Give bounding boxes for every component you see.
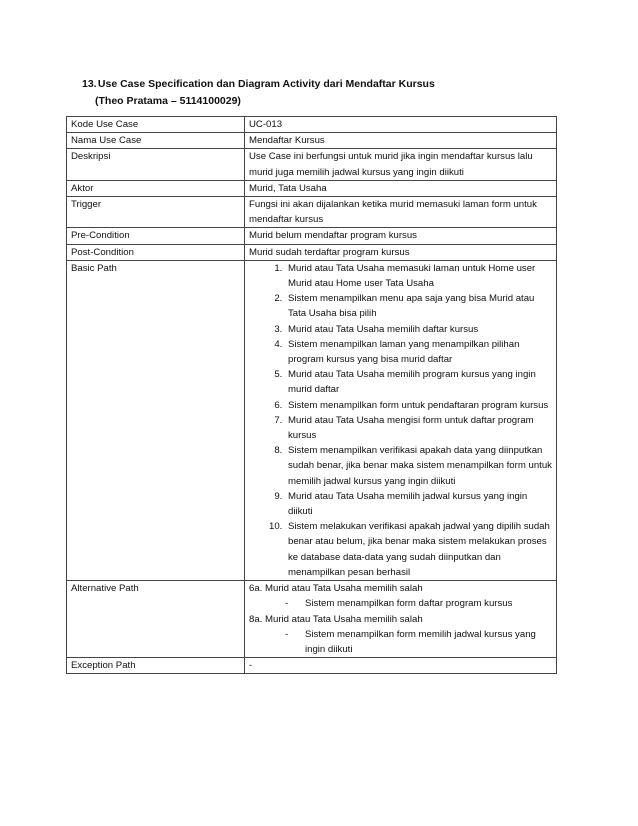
dash-marker: - (285, 628, 289, 640)
row-label: Alternative Path (67, 581, 245, 658)
section-heading (82, 76, 435, 110)
row-label: Pre-Condition (67, 228, 245, 244)
row-label: Trigger (67, 197, 245, 228)
list-item: 1. Murid atau Tata Usaha memasuki laman untuk Home user Murid atau Home user Tata Usaha (285, 261, 552, 291)
alt-item-heading: 6a. Murid atau Tata Usaha memilih salah (249, 583, 423, 595)
list-item: 10. Sistem melakukan verifikasi apakah jadwal yang dipilih sudah benar atau belum, jika benar maka sistem melakukan proses ke database data-data yang sudah diinputkan dan menampilkan pesan berhasil (285, 519, 552, 580)
row-value: Use Case ini berfungsi untuk murid jika ingin mendaftar kursus lalu murid juga memilih jadwal kursus yang ingin diikuti (245, 149, 557, 180)
row-label: Basic Path (67, 260, 245, 580)
table-row (67, 180, 557, 196)
list-item: 4. Sistem menampilkan laman yang menampilkan pilihan program kursus yang bisa murid daftar (285, 337, 552, 367)
basic-path-cell (245, 260, 557, 580)
row-value: Fungsi ini akan dijalankan ketika murid memasuki laman form untuk mendaftar kursus (245, 197, 557, 228)
table-row (67, 260, 557, 580)
section-author: (Theo Pratama – 5114100029) (95, 95, 241, 107)
table-row (67, 197, 557, 228)
table-row (67, 244, 557, 260)
row-label: Deskripsi (67, 149, 245, 180)
table-row (67, 658, 557, 674)
table-row (67, 228, 557, 244)
list-item: 3. Murid atau Tata Usaha memilih daftar kursus (285, 322, 552, 337)
row-label: Exception Path (67, 658, 245, 674)
section-number: 13. (82, 78, 97, 90)
alt-item-heading: 8a. Murid atau Tata Usaha memilih salah (249, 613, 423, 625)
section-title: Use Case Specification dan Diagram Activity dari Mendaftar Kursus (97, 78, 435, 90)
alternative-path-cell (245, 581, 557, 658)
alt-item (249, 596, 552, 611)
row-value: - (245, 658, 557, 674)
row-label: Nama Use Case (67, 133, 245, 149)
row-value: Murid belum mendaftar program kursus (245, 228, 557, 244)
row-value: UC-013 (245, 117, 557, 133)
list-item: 5. Murid atau Tata Usaha memilih program kursus yang ingin murid daftar (285, 367, 552, 397)
dash-marker: - (285, 598, 289, 610)
list-item: 8. Sistem menampilkan verifikasi apakah data yang diinputkan sudah benar, jika benar maka sistem menampilkan form untuk memilih jadwal kursus yang ingin diikuti (285, 443, 552, 489)
list-item: 7. Murid atau Tata Usaha mengisi form untuk daftar program kursus (285, 413, 552, 443)
table-row (67, 133, 557, 149)
row-label: Aktor (67, 180, 245, 196)
table-row (67, 149, 557, 180)
list-item: 2. Sistem menampilkan menu apa saja yang bisa Murid atau Tata Usaha bisa pilih (285, 291, 552, 321)
row-value: Murid, Tata Usaha (245, 180, 557, 196)
row-label: Post-Condition (67, 244, 245, 260)
alt-item-text: Sistem menampilkan form daftar program kursus (305, 598, 513, 610)
row-value: Murid sudah terdaftar program kursus (245, 244, 557, 260)
list-item: 6. Sistem menampilkan form untuk pendaftaran program kursus (285, 398, 552, 413)
alt-item-text: Sistem menampilkan form memilih jadwal kursus yang ingin diikuti (305, 628, 536, 655)
alt-item (249, 627, 552, 657)
row-label: Kode Use Case (67, 117, 245, 133)
list-item: 9. Murid atau Tata Usaha memilih jadwal kursus yang ingin diikuti (285, 489, 552, 519)
basic-path-steps (249, 261, 552, 580)
table-row (67, 581, 557, 658)
row-value: Mendaftar Kursus (245, 133, 557, 149)
table-row (67, 117, 557, 133)
use-case-table (66, 116, 557, 674)
